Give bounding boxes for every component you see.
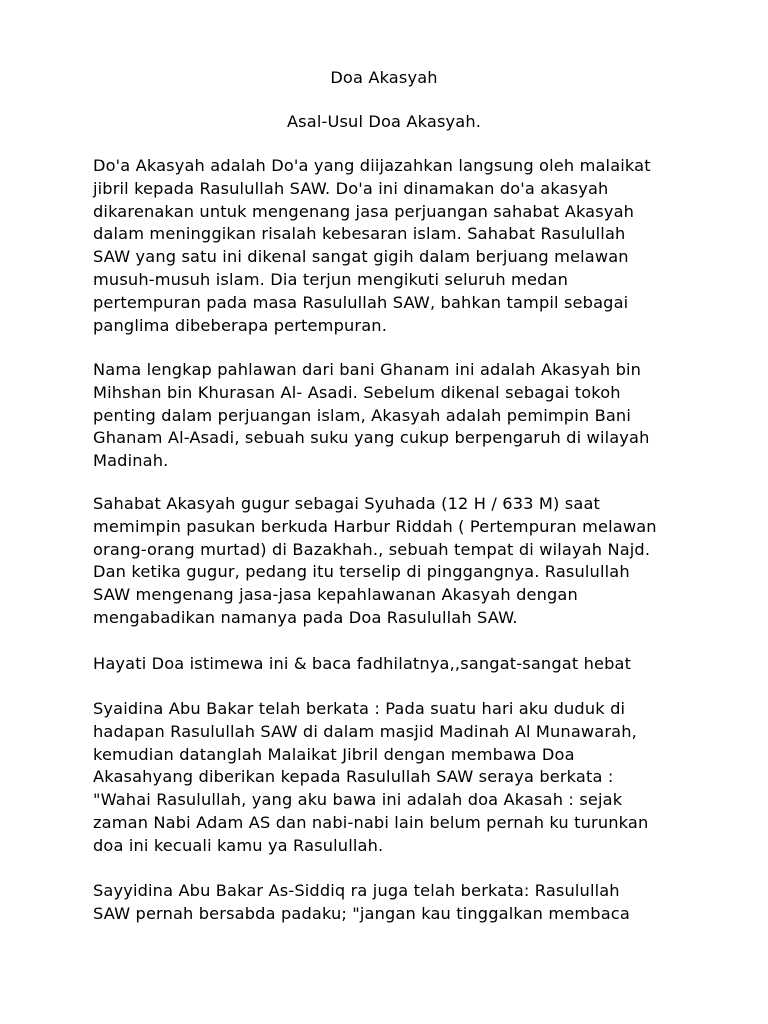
paragraph-line: musuh-musuh islam. Dia terjun mengikuti seluruh medan [93, 269, 568, 289]
paragraph-line: Madinah. [93, 451, 169, 471]
paragraph-line: memimpin pasukan berkuda Harbur Riddah ( Pertempuran melawan [93, 516, 657, 536]
paragraph-line: Nama lengkap pahlawan dari bani Ghanam ini adalah Akasyah bin [93, 360, 642, 379]
paragraph-line: dalam meninggikan risalah kebesaran islam. Sahabat Rasulullah [93, 224, 626, 244]
paragraph-line: kemudian datanglah Malaikat Jibril dengan membawa Doa [93, 744, 575, 764]
paragraph-line: SAW yang satu ini dikenal sangat gigih dalam berjuang melawan [93, 247, 629, 267]
paragraph-martyrdom [93, 493, 733, 630]
paragraph-line: Do'a Akasyah adalah Do'a yang diijazahkan langsung oleh malaikat [93, 156, 651, 175]
paragraph-line: Hayati Doa istimewa ini & baca fadhilatnya,,sangat-sangat hebat [93, 654, 632, 673]
paragraph-line: zaman Nabi Adam AS dan nabi-nabi lain belum pernah ku turunkan [93, 812, 649, 832]
paragraph-line: jibril kepada Rasulullah SAW. Do'a ini dinamakan do'a akasyah [93, 178, 609, 198]
document-title: Doa Akasyah [330, 68, 438, 87]
paragraph-line: panglima dibeberapa pertempuran. [93, 315, 387, 335]
document-subtitle: Asal-Usul Doa Akasyah. [286, 112, 482, 131]
paragraph-line: dikarenakan untuk mengenang jasa perjuangan sahabat Akasyah [93, 201, 635, 221]
paragraph-line: Sayyidina Abu Bakar As-Siddiq ra juga telah berkata: Rasulullah [93, 881, 620, 900]
paragraph-line: mengabadikan namanya pada Doa Rasulullah SAW. [93, 607, 518, 627]
paragraph-line: SAW pernah bersabda padaku; "jangan kau tinggalkan membaca [93, 903, 630, 923]
paragraph-line: SAW mengenang jasa-jasa kepahlawanan Akasyah dengan [93, 585, 578, 605]
paragraph-line: orang-orang murtad) di Bazakhah., sebuah tempat di wilayah Najd. [93, 539, 651, 559]
paragraph-line: pertempuran pada masa Rasulullah SAW, bahkan tampil sebagai [93, 292, 629, 312]
paragraph-line: Sahabat Akasyah gugur sebagai Syuhada (12 H / 633 M) saat [93, 494, 601, 513]
paragraph-full-name [93, 359, 733, 473]
paragraph-abu-bakar-story [93, 698, 733, 858]
paragraph-siddiq-saying [93, 880, 733, 926]
paragraph-line: hadapan Rasulullah SAW di dalam masjid Madinah Al Munawarah, [93, 721, 637, 741]
paragraph-line: "Wahai Rasulullah, yang aku bawa ini adalah doa Akasah : sejak [93, 790, 623, 810]
paragraph-line: doa ini kecuali kamu ya Rasulullah. [93, 835, 384, 855]
paragraph-line: Ghanam Al-Asadi, sebuah suku yang cukup berpengaruh di wilayah [93, 428, 650, 448]
paragraph-line: Syaidina Abu Bakar telah berkata : Pada suatu hari aku duduk di [93, 699, 626, 718]
paragraph-origin [93, 155, 733, 337]
paragraph-line: Dan ketika gugur, pedang itu terselip di pinggangnya. Rasulullah [93, 562, 630, 582]
paragraph-line: Akasahyang diberikan kepada Rasulullah SAW seraya berkata : [93, 767, 614, 787]
paragraph-line: penting dalam perjuangan islam, Akasyah adalah pemimpin Bani [93, 405, 631, 425]
paragraph-line: Mihshan bin Khurasan Al- Asadi. Sebelum dikenal sebagai tokoh [93, 382, 621, 402]
paragraph-reflection [93, 653, 733, 676]
